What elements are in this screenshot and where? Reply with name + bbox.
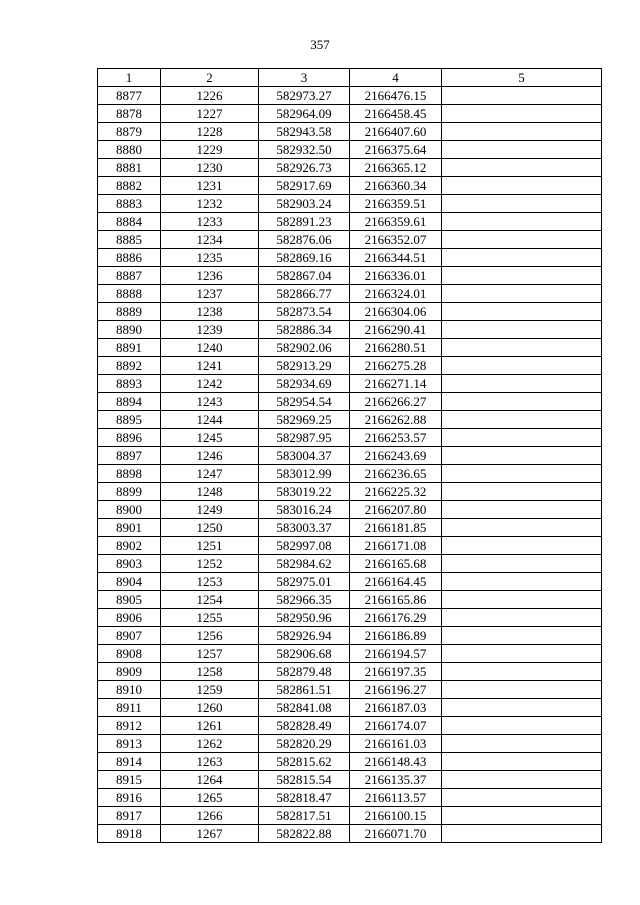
point-number-cell: 1244 [161, 411, 259, 429]
table-row [98, 645, 602, 663]
row-number-cell: 8886 [98, 249, 161, 267]
point-number-cell: 1261 [161, 717, 259, 735]
x-coordinate-cell: 582820.29 [259, 735, 350, 753]
point-number-cell: 1239 [161, 321, 259, 339]
y-coordinate-cell: 2166359.51 [350, 195, 442, 213]
point-number-cell: 1227 [161, 105, 259, 123]
note-cell [442, 465, 602, 483]
point-number-cell: 1248 [161, 483, 259, 501]
table-row [98, 357, 602, 375]
y-coordinate-cell: 2166324.01 [350, 285, 442, 303]
note-cell [442, 357, 602, 375]
x-coordinate-cell: 582926.73 [259, 159, 350, 177]
table-row [98, 465, 602, 483]
note-cell [442, 213, 602, 231]
row-number-cell: 8915 [98, 771, 161, 789]
row-number-cell: 8898 [98, 465, 161, 483]
point-number-cell: 1250 [161, 519, 259, 537]
table-row [98, 411, 602, 429]
note-cell [442, 123, 602, 141]
table-row [98, 753, 602, 771]
table-row [98, 159, 602, 177]
x-coordinate-cell: 582966.35 [259, 591, 350, 609]
x-coordinate-cell: 582973.27 [259, 87, 350, 105]
note-cell [442, 627, 602, 645]
note-cell [442, 249, 602, 267]
table-header [98, 69, 602, 87]
note-cell [442, 483, 602, 501]
point-number-cell: 1235 [161, 249, 259, 267]
y-coordinate-cell: 2166359.61 [350, 213, 442, 231]
point-number-cell: 1252 [161, 555, 259, 573]
point-number-cell: 1228 [161, 123, 259, 141]
note-cell [442, 267, 602, 285]
table-row [98, 87, 602, 105]
x-coordinate-cell: 583019.22 [259, 483, 350, 501]
x-coordinate-cell: 583004.37 [259, 447, 350, 465]
point-number-cell: 1263 [161, 753, 259, 771]
table-row [98, 609, 602, 627]
y-coordinate-cell: 2166196.27 [350, 681, 442, 699]
x-coordinate-cell: 582975.01 [259, 573, 350, 591]
row-number-cell: 8878 [98, 105, 161, 123]
y-coordinate-cell: 2166243.69 [350, 447, 442, 465]
table-row [98, 231, 602, 249]
table-row [98, 447, 602, 465]
x-coordinate-cell: 582913.29 [259, 357, 350, 375]
row-number-cell: 8910 [98, 681, 161, 699]
point-number-cell: 1245 [161, 429, 259, 447]
note-cell [442, 195, 602, 213]
row-number-cell: 8905 [98, 591, 161, 609]
note-cell [442, 825, 602, 843]
note-cell [442, 771, 602, 789]
point-number-cell: 1249 [161, 501, 259, 519]
y-coordinate-cell: 2166113.57 [350, 789, 442, 807]
x-coordinate-cell: 582926.94 [259, 627, 350, 645]
y-coordinate-cell: 2166275.28 [350, 357, 442, 375]
table-row [98, 627, 602, 645]
y-coordinate-cell: 2166360.34 [350, 177, 442, 195]
x-coordinate-cell: 582934.69 [259, 375, 350, 393]
x-coordinate-cell: 582891.23 [259, 213, 350, 231]
y-coordinate-cell: 2166197.35 [350, 663, 442, 681]
table-row [98, 663, 602, 681]
table-row [98, 141, 602, 159]
row-number-cell: 8891 [98, 339, 161, 357]
row-number-cell: 8882 [98, 177, 161, 195]
note-cell [442, 735, 602, 753]
point-number-cell: 1234 [161, 231, 259, 249]
note-cell [442, 789, 602, 807]
note-cell [442, 303, 602, 321]
note-cell [442, 591, 602, 609]
column-header-2: 2 [161, 69, 259, 87]
note-cell [442, 231, 602, 249]
note-cell [442, 429, 602, 447]
x-coordinate-cell: 582869.16 [259, 249, 350, 267]
point-number-cell: 1246 [161, 447, 259, 465]
point-number-cell: 1258 [161, 663, 259, 681]
row-number-cell: 8884 [98, 213, 161, 231]
table-row [98, 249, 602, 267]
table-row [98, 267, 602, 285]
y-coordinate-cell: 2166194.57 [350, 645, 442, 663]
point-number-cell: 1259 [161, 681, 259, 699]
x-coordinate-cell: 582917.69 [259, 177, 350, 195]
x-coordinate-cell: 582987.95 [259, 429, 350, 447]
x-coordinate-cell: 582817.51 [259, 807, 350, 825]
page-number: 357 [310, 37, 330, 52]
point-number-cell: 1265 [161, 789, 259, 807]
x-coordinate-cell: 582876.06 [259, 231, 350, 249]
x-coordinate-cell: 582902.06 [259, 339, 350, 357]
row-number-cell: 8909 [98, 663, 161, 681]
table-row [98, 537, 602, 555]
row-number-cell: 8879 [98, 123, 161, 141]
note-cell [442, 375, 602, 393]
row-number-cell: 8893 [98, 375, 161, 393]
y-coordinate-cell: 2166161.03 [350, 735, 442, 753]
row-number-cell: 8917 [98, 807, 161, 825]
x-coordinate-cell: 582879.48 [259, 663, 350, 681]
x-coordinate-cell: 582818.47 [259, 789, 350, 807]
x-coordinate-cell: 582964.09 [259, 105, 350, 123]
table-row [98, 717, 602, 735]
table-row [98, 807, 602, 825]
y-coordinate-cell: 2166271.14 [350, 375, 442, 393]
row-number-cell: 8895 [98, 411, 161, 429]
y-coordinate-cell: 2166187.03 [350, 699, 442, 717]
y-coordinate-cell: 2166266.27 [350, 393, 442, 411]
point-number-cell: 1233 [161, 213, 259, 231]
point-number-cell: 1241 [161, 357, 259, 375]
point-number-cell: 1247 [161, 465, 259, 483]
header-row [98, 69, 602, 87]
y-coordinate-cell: 2166352.07 [350, 231, 442, 249]
row-number-cell: 8916 [98, 789, 161, 807]
row-number-cell: 8877 [98, 87, 161, 105]
x-coordinate-cell: 582861.51 [259, 681, 350, 699]
point-number-cell: 1255 [161, 609, 259, 627]
row-number-cell: 8890 [98, 321, 161, 339]
note-cell [442, 519, 602, 537]
y-coordinate-cell: 2166304.06 [350, 303, 442, 321]
table-row [98, 105, 602, 123]
note-cell [442, 681, 602, 699]
x-coordinate-cell: 582815.54 [259, 771, 350, 789]
x-coordinate-cell: 582815.62 [259, 753, 350, 771]
row-number-cell: 8894 [98, 393, 161, 411]
y-coordinate-cell: 2166253.57 [350, 429, 442, 447]
row-number-cell: 8883 [98, 195, 161, 213]
row-number-cell: 8900 [98, 501, 161, 519]
point-number-cell: 1256 [161, 627, 259, 645]
x-coordinate-cell: 582873.54 [259, 303, 350, 321]
y-coordinate-cell: 2166236.65 [350, 465, 442, 483]
note-cell [442, 753, 602, 771]
row-number-cell: 8881 [98, 159, 161, 177]
table-row [98, 393, 602, 411]
row-number-cell: 8892 [98, 357, 161, 375]
y-coordinate-cell: 2166164.45 [350, 573, 442, 591]
row-number-cell: 8880 [98, 141, 161, 159]
point-number-cell: 1243 [161, 393, 259, 411]
table-row [98, 321, 602, 339]
point-number-cell: 1238 [161, 303, 259, 321]
x-coordinate-cell: 582984.62 [259, 555, 350, 573]
point-number-cell: 1260 [161, 699, 259, 717]
coordinates-table [97, 68, 602, 843]
note-cell [442, 87, 602, 105]
y-coordinate-cell: 2166135.37 [350, 771, 442, 789]
y-coordinate-cell: 2166458.45 [350, 105, 442, 123]
table-row [98, 681, 602, 699]
table-row [98, 573, 602, 591]
table-row [98, 123, 602, 141]
y-coordinate-cell: 2166407.60 [350, 123, 442, 141]
y-coordinate-cell: 2166262.88 [350, 411, 442, 429]
x-coordinate-cell: 583003.37 [259, 519, 350, 537]
y-coordinate-cell: 2166174.07 [350, 717, 442, 735]
x-coordinate-cell: 582943.58 [259, 123, 350, 141]
note-cell [442, 537, 602, 555]
row-number-cell: 8908 [98, 645, 161, 663]
table-row [98, 213, 602, 231]
y-coordinate-cell: 2166336.01 [350, 267, 442, 285]
table-row [98, 303, 602, 321]
column-header-1: 1 [98, 69, 161, 87]
x-coordinate-cell: 583012.99 [259, 465, 350, 483]
point-number-cell: 1237 [161, 285, 259, 303]
table-row [98, 519, 602, 537]
table-row [98, 591, 602, 609]
column-header-4: 4 [350, 69, 442, 87]
column-header-3: 3 [259, 69, 350, 87]
point-number-cell: 1264 [161, 771, 259, 789]
y-coordinate-cell: 2166148.43 [350, 753, 442, 771]
point-number-cell: 1254 [161, 591, 259, 609]
row-number-cell: 8913 [98, 735, 161, 753]
table-row [98, 375, 602, 393]
note-cell [442, 177, 602, 195]
row-number-cell: 8911 [98, 699, 161, 717]
table-row [98, 285, 602, 303]
x-coordinate-cell: 582886.34 [259, 321, 350, 339]
x-coordinate-cell: 582906.68 [259, 645, 350, 663]
y-coordinate-cell: 2166290.41 [350, 321, 442, 339]
table-row [98, 483, 602, 501]
point-number-cell: 1242 [161, 375, 259, 393]
note-cell [442, 807, 602, 825]
point-number-cell: 1230 [161, 159, 259, 177]
note-cell [442, 393, 602, 411]
note-cell [442, 555, 602, 573]
x-coordinate-cell: 582954.54 [259, 393, 350, 411]
point-number-cell: 1262 [161, 735, 259, 753]
y-coordinate-cell: 2166280.51 [350, 339, 442, 357]
row-number-cell: 8914 [98, 753, 161, 771]
row-number-cell: 8902 [98, 537, 161, 555]
row-number-cell: 8887 [98, 267, 161, 285]
table-row [98, 501, 602, 519]
table-row [98, 429, 602, 447]
table-row [98, 555, 602, 573]
x-coordinate-cell: 582867.04 [259, 267, 350, 285]
column-header-5: 5 [442, 69, 602, 87]
y-coordinate-cell: 2166186.89 [350, 627, 442, 645]
row-number-cell: 8918 [98, 825, 161, 843]
y-coordinate-cell: 2166165.86 [350, 591, 442, 609]
note-cell [442, 141, 602, 159]
y-coordinate-cell: 2166375.64 [350, 141, 442, 159]
row-number-cell: 8903 [98, 555, 161, 573]
row-number-cell: 8896 [98, 429, 161, 447]
y-coordinate-cell: 2166181.85 [350, 519, 442, 537]
row-number-cell: 8901 [98, 519, 161, 537]
point-number-cell: 1267 [161, 825, 259, 843]
table-row [98, 771, 602, 789]
note-cell [442, 573, 602, 591]
row-number-cell: 8885 [98, 231, 161, 249]
row-number-cell: 8907 [98, 627, 161, 645]
point-number-cell: 1231 [161, 177, 259, 195]
point-number-cell: 1251 [161, 537, 259, 555]
y-coordinate-cell: 2166344.51 [350, 249, 442, 267]
x-coordinate-cell: 582903.24 [259, 195, 350, 213]
point-number-cell: 1236 [161, 267, 259, 285]
row-number-cell: 8899 [98, 483, 161, 501]
x-coordinate-cell: 582828.49 [259, 717, 350, 735]
point-number-cell: 1240 [161, 339, 259, 357]
point-number-cell: 1266 [161, 807, 259, 825]
note-cell [442, 645, 602, 663]
y-coordinate-cell: 2166071.70 [350, 825, 442, 843]
y-coordinate-cell: 2166100.15 [350, 807, 442, 825]
point-number-cell: 1229 [161, 141, 259, 159]
note-cell [442, 159, 602, 177]
x-coordinate-cell: 582950.96 [259, 609, 350, 627]
x-coordinate-cell: 583016.24 [259, 501, 350, 519]
note-cell [442, 285, 602, 303]
y-coordinate-cell: 2166171.08 [350, 537, 442, 555]
note-cell [442, 609, 602, 627]
row-number-cell: 8906 [98, 609, 161, 627]
note-cell [442, 447, 602, 465]
y-coordinate-cell: 2166176.29 [350, 609, 442, 627]
note-cell [442, 321, 602, 339]
table-row [98, 195, 602, 213]
note-cell [442, 699, 602, 717]
y-coordinate-cell: 2166165.68 [350, 555, 442, 573]
note-cell [442, 501, 602, 519]
table-row [98, 735, 602, 753]
note-cell [442, 339, 602, 357]
table-row [98, 177, 602, 195]
note-cell [442, 105, 602, 123]
x-coordinate-cell: 582932.50 [259, 141, 350, 159]
point-number-cell: 1257 [161, 645, 259, 663]
note-cell [442, 411, 602, 429]
row-number-cell: 8912 [98, 717, 161, 735]
table-body [98, 87, 602, 843]
y-coordinate-cell: 2166207.80 [350, 501, 442, 519]
table-row [98, 339, 602, 357]
x-coordinate-cell: 582969.25 [259, 411, 350, 429]
y-coordinate-cell: 2166225.32 [350, 483, 442, 501]
table-row [98, 825, 602, 843]
row-number-cell: 8889 [98, 303, 161, 321]
row-number-cell: 8904 [98, 573, 161, 591]
x-coordinate-cell: 582841.08 [259, 699, 350, 717]
x-coordinate-cell: 582822.88 [259, 825, 350, 843]
note-cell [442, 663, 602, 681]
table-row [98, 699, 602, 717]
note-cell [442, 717, 602, 735]
x-coordinate-cell: 582866.77 [259, 285, 350, 303]
table-row [98, 789, 602, 807]
x-coordinate-cell: 582997.08 [259, 537, 350, 555]
point-number-cell: 1253 [161, 573, 259, 591]
point-number-cell: 1232 [161, 195, 259, 213]
y-coordinate-cell: 2166365.12 [350, 159, 442, 177]
point-number-cell: 1226 [161, 87, 259, 105]
y-coordinate-cell: 2166476.15 [350, 87, 442, 105]
row-number-cell: 8888 [98, 285, 161, 303]
row-number-cell: 8897 [98, 447, 161, 465]
